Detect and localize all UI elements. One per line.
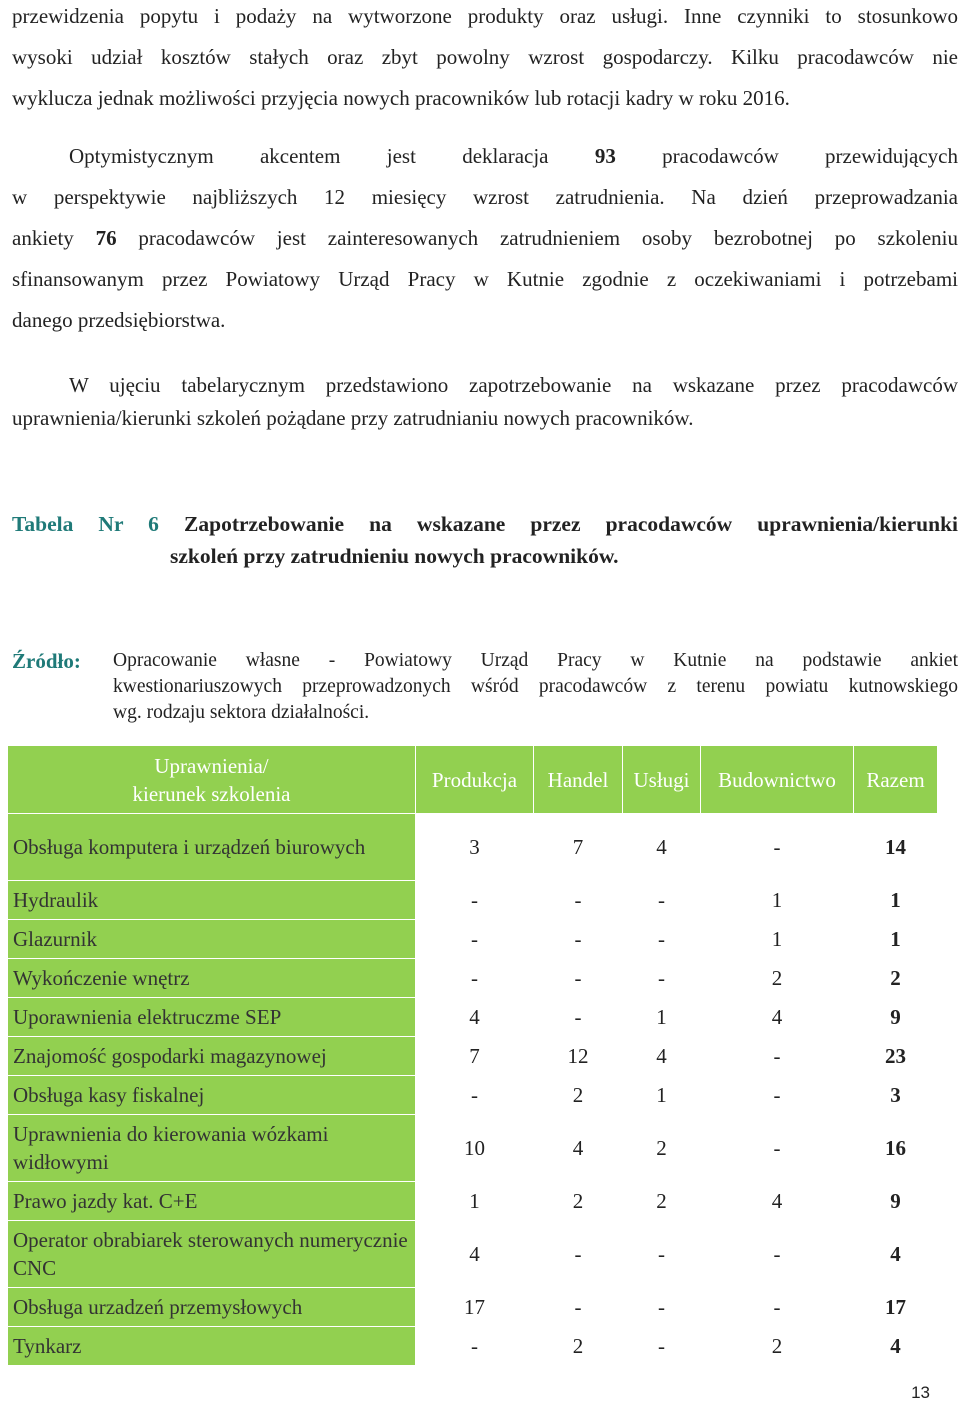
cell-total: 1 <box>854 881 938 920</box>
header-col: Budownictwo <box>701 746 854 814</box>
cell-value: 4 <box>701 998 854 1037</box>
header-col: Handel <box>534 746 623 814</box>
table-header-row <box>8 746 938 814</box>
cell-value: - <box>534 998 623 1037</box>
table-row <box>8 920 938 959</box>
cell-value: 4 <box>416 998 534 1037</box>
cell-value: - <box>416 1327 534 1366</box>
text-line: sfinansowanym przez Powiatowy Urząd Pracy w Kutnie zgodnie z oczekiwaniami i potrzebami <box>12 267 958 291</box>
cell-value: 2 <box>701 959 854 998</box>
row-qualification: Obsługa komputera i urządzeń biurowych <box>8 814 416 881</box>
row-qualification: Uporawnienia elektruczme SEP <box>8 998 416 1037</box>
cell-total: 16 <box>854 1115 938 1182</box>
row-qualification: Prawo jazdy kat. C+E <box>8 1182 416 1221</box>
cell-total: 2 <box>854 959 938 998</box>
cell-value: 4 <box>416 1221 534 1288</box>
cell-value: - <box>416 920 534 959</box>
text-line: wysoki udział kosztów stałych oraz zbyt powolny wzrost gospodarczy. Kilku pracodawców nie <box>12 45 958 69</box>
table-row <box>8 959 938 998</box>
source-label: Źródło: <box>12 649 81 673</box>
cell-value: 12 <box>534 1037 623 1076</box>
count-76: 76 <box>95 226 117 250</box>
cell-value: - <box>416 959 534 998</box>
cell-value: - <box>623 920 701 959</box>
row-qualification: Obsługa urzadzeń przemysłowych <box>8 1288 416 1327</box>
table-row <box>8 1288 938 1327</box>
text-line: W ujęciu tabelarycznym przedstawiono zapotrzebowanie na wskazane przez pracodawców <box>69 373 958 397</box>
cell-value: 1 <box>701 920 854 959</box>
cell-value: - <box>701 1037 854 1076</box>
table-row <box>8 1076 938 1115</box>
text-line: przewidzenia popytu i podaży na wytworzone produkty oraz usługi. Inne czynniki to stosunkowo <box>12 4 958 28</box>
cell-value: - <box>623 1327 701 1366</box>
cell-value: - <box>623 959 701 998</box>
table-row <box>8 1182 938 1221</box>
header-col: Usługi <box>623 746 701 814</box>
table-row <box>8 1037 938 1076</box>
cell-value: 2 <box>534 1076 623 1115</box>
row-qualification: Tynkarz <box>8 1327 416 1366</box>
cell-value: 4 <box>623 1037 701 1076</box>
source-note <box>12 648 958 726</box>
cell-value: - <box>416 881 534 920</box>
row-qualification: Obsługa kasy fiskalnej <box>8 1076 416 1115</box>
cell-total: 17 <box>854 1288 938 1327</box>
cell-value: - <box>623 1221 701 1288</box>
cell-total: 9 <box>854 1182 938 1221</box>
training-needs-table <box>7 745 938 1366</box>
cell-value: - <box>534 959 623 998</box>
text-line: danego przedsiębiorstwa. <box>12 308 226 332</box>
cell-value: - <box>534 881 623 920</box>
cell-total: 23 <box>854 1037 938 1076</box>
cell-value: 7 <box>416 1037 534 1076</box>
cell-value: 17 <box>416 1288 534 1327</box>
cell-value: 2 <box>623 1115 701 1182</box>
source-line: kwestionariuszowych przeprowadzonych wśród pracodawców z terenu powiatu kutnowskiego <box>113 676 958 697</box>
cell-total: 14 <box>854 814 938 881</box>
cell-value: 1 <box>623 998 701 1037</box>
row-qualification: Hydraulik <box>8 881 416 920</box>
cell-value: - <box>701 1288 854 1327</box>
table-label: Tabela Nr 6 <box>12 512 159 536</box>
paragraph-intro <box>12 0 958 119</box>
row-qualification: Glazurnik <box>8 920 416 959</box>
cell-value: - <box>701 1076 854 1115</box>
cell-value: - <box>623 881 701 920</box>
cell-value: 2 <box>534 1327 623 1366</box>
text-line: w perspektywie najbliższych 12 miesięcy wzrost zatrudnienia. Na dzień przeprowadzania <box>12 185 958 209</box>
cell-total: 4 <box>854 1221 938 1288</box>
cell-total: 3 <box>854 1076 938 1115</box>
cell-total: 1 <box>854 920 938 959</box>
text-line: uprawnienia/kierunki szkoleń pożądane przy zatrudnianiu nowych pracowników. <box>12 406 694 430</box>
cell-value: - <box>701 1115 854 1182</box>
cell-value: 4 <box>701 1182 854 1221</box>
header-qualification: Uprawnienia/ kierunek szkolenia <box>8 746 416 814</box>
cell-value: 2 <box>701 1327 854 1366</box>
text-line: Optymistycznym akcentem jest deklaracja 93 pracodawców przewidujących <box>69 144 958 168</box>
cell-value: - <box>701 1221 854 1288</box>
row-qualification: Wykończenie wnętrz <box>8 959 416 998</box>
table-row <box>8 1221 938 1288</box>
source-line: wg. rodzaju sektora działalności. <box>113 702 370 723</box>
table-row <box>8 1115 938 1182</box>
cell-value: 1 <box>623 1076 701 1115</box>
paragraph-table-intro <box>12 369 958 435</box>
cell-value: 4 <box>534 1115 623 1182</box>
cell-value: 4 <box>623 814 701 881</box>
table-title <box>12 508 958 572</box>
table-row <box>8 814 938 881</box>
cell-value: 2 <box>623 1182 701 1221</box>
table-title-line: szkoleń przy zatrudnieniu nowych pracowników. <box>170 544 619 568</box>
cell-value: - <box>701 814 854 881</box>
paragraph-employment <box>12 136 958 341</box>
header-col: Razem <box>854 746 938 814</box>
table-row <box>8 1327 938 1366</box>
cell-value: 2 <box>534 1182 623 1221</box>
cell-value: - <box>534 920 623 959</box>
cell-value: 1 <box>416 1182 534 1221</box>
page-number: 13 <box>911 1383 930 1402</box>
cell-value: - <box>416 1076 534 1115</box>
cell-value: 3 <box>416 814 534 881</box>
table-row <box>8 998 938 1037</box>
cell-value: 10 <box>416 1115 534 1182</box>
row-qualification: Uprawnienia do kierowania wózkami widłowymi <box>8 1115 416 1182</box>
cell-value: - <box>534 1288 623 1327</box>
cell-total: 9 <box>854 998 938 1037</box>
cell-total: 4 <box>854 1327 938 1366</box>
cell-value: - <box>534 1221 623 1288</box>
table-title-line: Zapotrzebowanie na wskazane przez pracodawców uprawnienia/kierunki <box>184 512 958 536</box>
source-line: Opracowanie własne - Powiatowy Urząd Pracy w Kutnie na podstawie ankiet <box>113 650 958 671</box>
text-line: wyklucza jednak możliwości przyjęcia nowych pracowników lub rotacji kadry w roku 2016. <box>12 86 790 110</box>
count-93: 93 <box>594 144 616 168</box>
cell-value: - <box>623 1288 701 1327</box>
header-col: Produkcja <box>416 746 534 814</box>
table-row <box>8 881 938 920</box>
cell-value: 1 <box>701 881 854 920</box>
cell-value: 7 <box>534 814 623 881</box>
row-qualification: Znajomość gospodarki magazynowej <box>8 1037 416 1076</box>
text-line: ankiety 76 pracodawców jest zainteresowanych zatrudnieniem osoby bezrobotnej po szkoleniu <box>12 226 959 250</box>
row-qualification: Operator obrabiarek sterowanych numerycznie CNC <box>8 1221 416 1288</box>
